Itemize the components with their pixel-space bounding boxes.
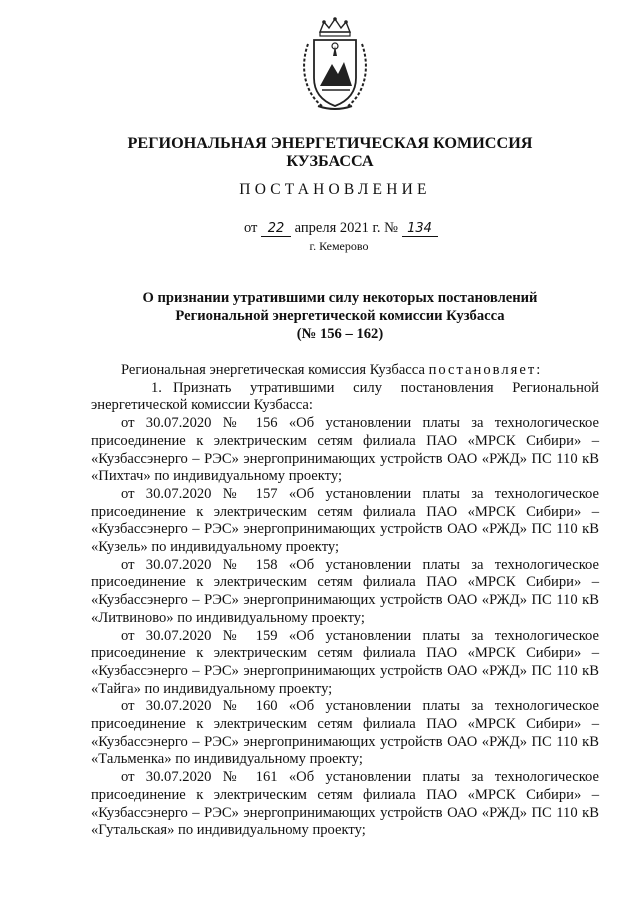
city: г. Кемерово xyxy=(309,239,369,253)
document-title xyxy=(90,289,590,343)
intro-text: Региональная энергетическая комиссия Кузбасса xyxy=(121,362,429,378)
intro-paragraph xyxy=(91,362,599,380)
repealed-decree-entry: от 30.07.2020 № 157 «Об установлении платы за технологическое присоединение к электрическим сетям филиала ПАО «МРСК Сибири» – «Кузбассэнерго – РЭС» энергопринимающих устройств ОАО «РЖД» ПС 110 кВ «Кузель» по индивидуальному проекту; xyxy=(91,485,599,556)
item-1-text: Признать утратившими силу постановления Региональной энергетической комиссии Кузбасса: xyxy=(91,379,599,414)
title-line-2: Региональной энергетической комиссии Кузбасса xyxy=(175,308,505,324)
organization-line-2: КУЗБАССА xyxy=(286,152,374,170)
issuing-organization xyxy=(0,134,640,170)
intro-decision-word: постановляет: xyxy=(428,362,543,378)
item-1-paragraph xyxy=(91,380,599,415)
handwritten-document-number: 134 xyxy=(402,221,438,237)
repealed-decree-entry: от 30.07.2020 № 160 «Об установлении платы за технологическое присоединение к электрическим сетям филиала ПАО «МРСК Сибири» – «Кузбассэнерго – РЭС» энергопринимающих устройств ОАО «РЖД» ПС 110 кВ «Тальменка» по индивидуальному проекту; xyxy=(91,698,599,768)
date-month-year: апреля 2021 г. xyxy=(294,220,381,236)
title-line-3: (№ 156 – 162) xyxy=(296,326,384,342)
repealed-decree-entry: от 30.07.2020 № 158 «Об установлении платы за технологическое присоединение к электрическим сетям филиала ПАО «МРСК Сибири» – «Кузбассэнерго – РЭС» энергопринимающих устройств ОАО «РЖД» ПС 110 кВ «Литвиново» по индивидуальному проекту; xyxy=(91,556,599,626)
repealed-decree-entry: от 30.07.2020 № 159 «Об установлении платы за технологическое присоединение к электрическим сетям филиала ПАО «МРСК Сибири» – «Кузбассэнерго – РЭС» энергопринимающих устройств ОАО «РЖД» ПС 110 кВ «Тайга» по индивидуальному проекту; xyxy=(91,627,599,697)
coat-of-arms-emblem xyxy=(298,16,372,112)
date-prefix: от xyxy=(244,220,258,236)
repealed-decree-entry: от 30.07.2020 № 161 «Об установлении платы за технологическое присоединение к электрическим сетям филиала ПАО «МРСК Сибири» – «Кузбассэнерго – РЭС» энергопринимающих устройств ОАО «РЖД» ПС 110 кВ «Гутальская» по индивидуальному проекту; xyxy=(91,769,599,839)
handwritten-day: 22 xyxy=(261,221,291,237)
title-line-1: О признании утратившими силу некоторых постановлений xyxy=(142,290,538,306)
item-1-number: 1. xyxy=(151,379,162,396)
organization-line-1: РЕГИОНАЛЬНАЯ ЭНЕРГЕТИЧЕСКАЯ КОМИССИЯ xyxy=(127,134,533,152)
repealed-decree-entry: от 30.07.2020 № 156 «Об установлении платы за технологическое присоединение к электрическим сетям филиала ПАО «МРСК Сибири» – «Кузбассэнерго – РЭС» энергопринимающих устройств ОАО «РЖД» ПС 110 кВ «Пихтач» по индивидуальному проекту; xyxy=(91,415,599,485)
number-sign: № xyxy=(384,220,398,236)
document-type: ПОСТАНОВЛЕНИЕ xyxy=(239,181,431,198)
date-line xyxy=(244,220,438,237)
document-body xyxy=(91,362,599,840)
